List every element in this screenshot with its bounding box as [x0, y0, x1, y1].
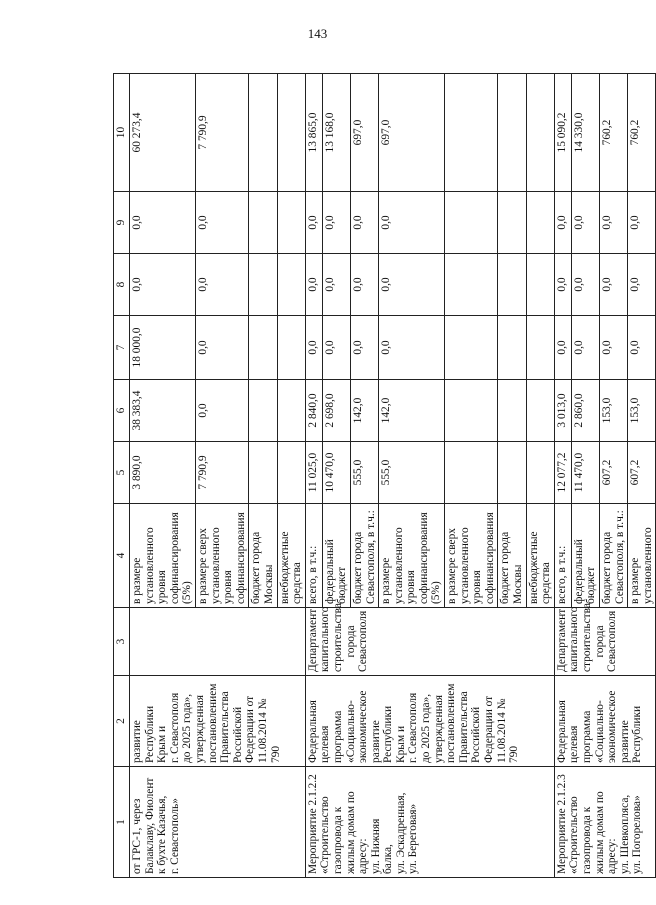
- value-cell-v7: 0,0: [379, 316, 445, 380]
- value-cell-v5: 11 025,0: [305, 442, 322, 504]
- value-cell-v6: 153,0: [600, 380, 628, 442]
- column-number-8: 8: [114, 254, 130, 316]
- value-cell-v6: 142,0: [350, 380, 378, 442]
- funding-source-cell: всего, в т.ч.:: [554, 504, 571, 608]
- table-row: [554, 74, 571, 878]
- value-cell-v5: 607,2: [628, 442, 656, 504]
- table-row: [305, 74, 322, 878]
- value-cell-v9: 0,0: [628, 192, 656, 254]
- value-cell-v8: [526, 254, 554, 316]
- column-number-7: 7: [114, 316, 130, 380]
- value-cell-v8: 0,0: [305, 254, 322, 316]
- activity-name-cell: Мероприятие 2.1.2.3 «Строительство газопровода к жилым домам по адресу: ул. Шевкопляса, ул. Погорелова»: [554, 767, 656, 878]
- program-cell: развитие Республики Крым и г. Севастополя до 2025 года», утвержденная постановлением Правительства Российской Федерации от 11.08.2014 № 790: [130, 676, 306, 767]
- program-cell: Федеральная целевая программа «Социально- экономическое развитие Республики: [554, 676, 656, 767]
- value-cell-v5: 555,0: [379, 442, 445, 504]
- column-number-9: 9: [114, 192, 130, 254]
- value-cell-v7: 0,0: [554, 316, 571, 380]
- value-cell-v8: [498, 254, 526, 316]
- value-cell-v7: 0,0: [600, 316, 628, 380]
- value-cell-v9: [445, 192, 498, 254]
- department-cell: [130, 608, 306, 676]
- value-cell-v9: 0,0: [554, 192, 571, 254]
- value-cell-v9: [526, 192, 554, 254]
- activity-name-cell: Мероприятие 2.1.2.2 «Строительство газопровода к жилым домам по адресу: ул. Нижняя балка, ул. Эскадренная, ул. Береговая»: [305, 767, 554, 878]
- funding-source-cell: бюджет города Севастополя, в т.ч.:: [350, 504, 378, 608]
- value-cell-v6: [445, 380, 498, 442]
- value-cell-v5: 10 470,0: [322, 442, 350, 504]
- value-cell-v10: 697,0: [379, 74, 445, 192]
- column-number-10: 10: [114, 74, 130, 192]
- value-cell-v5: 555,0: [350, 442, 378, 504]
- value-cell-v5: [526, 442, 554, 504]
- value-cell-v10: 760,2: [628, 74, 656, 192]
- value-cell-v6: 2 698,0: [322, 380, 350, 442]
- value-cell-v10: 13 865,0: [305, 74, 322, 192]
- funding-source-cell: бюджет города Москвы: [249, 504, 277, 608]
- value-cell-v6: [498, 380, 526, 442]
- value-cell-v8: [277, 254, 305, 316]
- value-cell-v9: [498, 192, 526, 254]
- value-cell-v8: [445, 254, 498, 316]
- program-cell: Федеральная целевая программа «Социально- экономическое развитие Республики Крым и г. Севастополя до 2025 года», утвержденная постановлением Правительства Российской Федерации от 11.08.2014 № 790: [305, 676, 554, 767]
- value-cell-v9: [277, 192, 305, 254]
- value-cell-v10: [445, 74, 498, 192]
- column-number-5: 5: [114, 442, 130, 504]
- value-cell-v6: 0,0: [195, 380, 248, 442]
- funding-source-cell: бюджет города Севастополя, в т.ч.:: [600, 504, 628, 608]
- value-cell-v8: 0,0: [571, 254, 599, 316]
- value-cell-v9: 0,0: [379, 192, 445, 254]
- funding-source-cell: бюджет города Москвы: [498, 504, 526, 608]
- value-cell-v5: 7 790,9: [195, 442, 248, 504]
- value-cell-v7: 18 000,0: [130, 316, 196, 380]
- value-cell-v10: [249, 74, 277, 192]
- value-cell-v5: [277, 442, 305, 504]
- table-row: [130, 74, 196, 878]
- value-cell-v7: [445, 316, 498, 380]
- value-cell-v5: 607,2: [600, 442, 628, 504]
- value-cell-v6: [277, 380, 305, 442]
- value-cell-v8: 0,0: [554, 254, 571, 316]
- value-cell-v5: [249, 442, 277, 504]
- value-cell-v5: [498, 442, 526, 504]
- value-cell-v6: 2 860,0: [571, 380, 599, 442]
- value-cell-v6: [249, 380, 277, 442]
- value-cell-v7: 0,0: [571, 316, 599, 380]
- value-cell-v7: [498, 316, 526, 380]
- value-cell-v9: 0,0: [130, 192, 196, 254]
- funding-source-cell: в размере сверх установленного уровня софинансирования: [445, 504, 498, 608]
- column-number-2: 2: [114, 676, 130, 767]
- funding-source-cell: в размере установленного уровня софинансирования (5%): [379, 504, 445, 608]
- value-cell-v10: 15 090,2: [554, 74, 571, 192]
- value-cell-v7: 0,0: [628, 316, 656, 380]
- funding-source-cell: в размере сверх установленного уровня софинансирования: [195, 504, 248, 608]
- value-cell-v5: 3 890,0: [130, 442, 196, 504]
- value-cell-v7: 0,0: [350, 316, 378, 380]
- value-cell-v8: 0,0: [195, 254, 248, 316]
- column-number-1: 1: [114, 767, 130, 878]
- value-cell-v10: 697,0: [350, 74, 378, 192]
- value-cell-v5: 11 470,0: [571, 442, 599, 504]
- value-cell-v7: 0,0: [305, 316, 322, 380]
- value-cell-v10: [526, 74, 554, 192]
- funding-source-cell: внебюджетные средства: [526, 504, 554, 608]
- value-cell-v8: 0,0: [322, 254, 350, 316]
- column-number-6: 6: [114, 380, 130, 442]
- page-number: 143: [307, 26, 328, 41]
- value-cell-v7: [249, 316, 277, 380]
- value-cell-v8: 0,0: [350, 254, 378, 316]
- funding-source-cell: федеральный бюджет: [571, 504, 599, 608]
- value-cell-v9: 0,0: [305, 192, 322, 254]
- funding-source-cell: федеральный бюджет: [322, 504, 350, 608]
- value-cell-v10: 14 330,0: [571, 74, 599, 192]
- rotated-table-container: [113, 74, 654, 878]
- value-cell-v8: 0,0: [379, 254, 445, 316]
- value-cell-v9: 0,0: [600, 192, 628, 254]
- value-cell-v8: 0,0: [130, 254, 196, 316]
- column-number-row: [114, 74, 130, 878]
- column-number-4: 4: [114, 504, 130, 608]
- value-cell-v10: [277, 74, 305, 192]
- department-cell: Департамент капитального строительства города Севастополя: [554, 608, 656, 676]
- funding-source-cell: всего, в т.ч.:: [305, 504, 322, 608]
- value-cell-v9: 0,0: [195, 192, 248, 254]
- department-cell: Департамент капитального строительства города Севастополя: [305, 608, 554, 676]
- value-cell-v9: 0,0: [350, 192, 378, 254]
- value-cell-v8: [249, 254, 277, 316]
- value-cell-v9: 0,0: [571, 192, 599, 254]
- value-cell-v10: 13 168,0: [322, 74, 350, 192]
- value-cell-v7: [526, 316, 554, 380]
- value-cell-v10: 7 790,9: [195, 74, 248, 192]
- funding-source-cell: в размере установленного: [628, 504, 656, 608]
- value-cell-v5: [445, 442, 498, 504]
- column-number-3: 3: [114, 608, 130, 676]
- value-cell-v8: 0,0: [628, 254, 656, 316]
- value-cell-v7: 0,0: [195, 316, 248, 380]
- value-cell-v5: 12 077,2: [554, 442, 571, 504]
- value-cell-v10: 760,2: [600, 74, 628, 192]
- funding-source-cell: в размере установленного уровня софинансирования (5%): [130, 504, 196, 608]
- value-cell-v10: 60 273,4: [130, 74, 196, 192]
- value-cell-v9: [249, 192, 277, 254]
- activity-name-cell: от ГРС-1, через Балаклаву, Фиолент к бухте Казачья, г. Севастополь»: [130, 767, 306, 878]
- value-cell-v7: [277, 316, 305, 380]
- value-cell-v6: 3 013,0: [554, 380, 571, 442]
- value-cell-v6: 153,0: [628, 380, 656, 442]
- value-cell-v7: 0,0: [322, 316, 350, 380]
- funding-source-cell: внебюджетные средства: [277, 504, 305, 608]
- value-cell-v6: 142,0: [379, 380, 445, 442]
- value-cell-v8: 0,0: [600, 254, 628, 316]
- value-cell-v9: 0,0: [322, 192, 350, 254]
- value-cell-v10: [498, 74, 526, 192]
- value-cell-v6: [526, 380, 554, 442]
- value-cell-v6: 38 383,4: [130, 380, 196, 442]
- funding-table: [113, 73, 656, 878]
- value-cell-v6: 2 840,0: [305, 380, 322, 442]
